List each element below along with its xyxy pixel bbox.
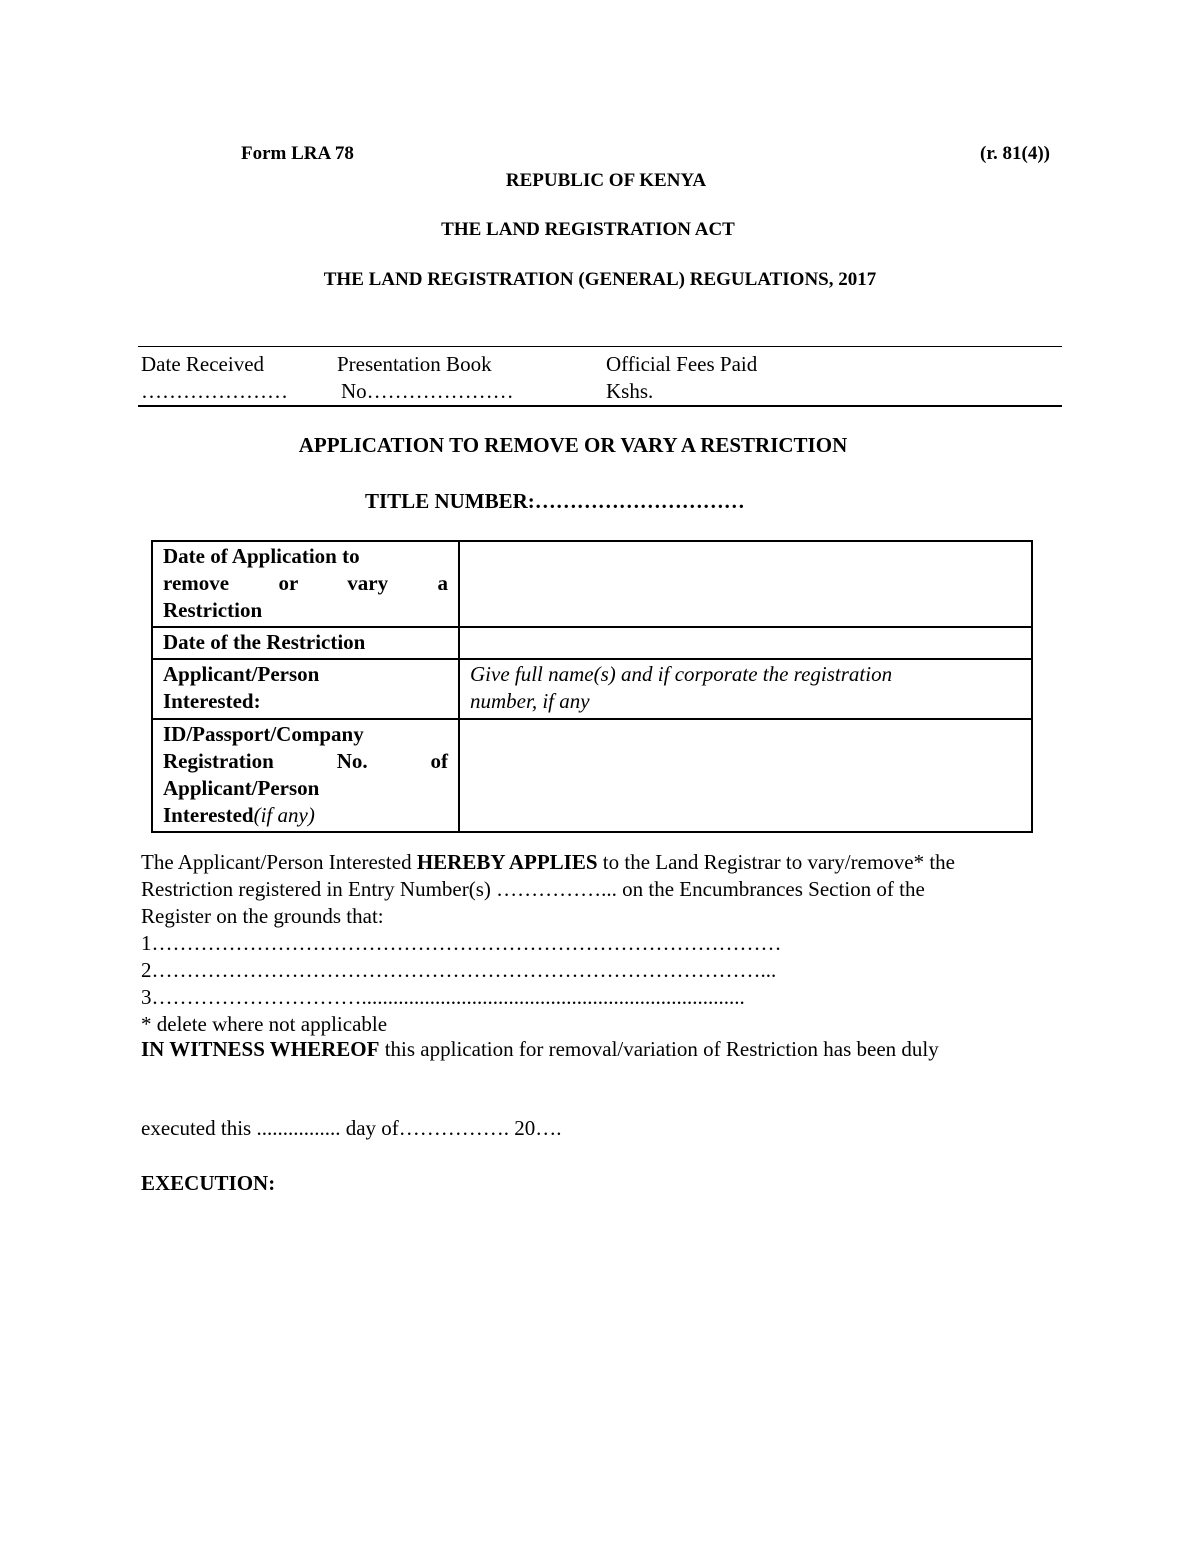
executed-line: executed this ................ day of……………. 20…. xyxy=(141,1116,562,1140)
label-line: ID/Passport/Company xyxy=(163,722,364,746)
official-fees-label: Official Fees Paid xyxy=(606,352,758,376)
statement-text: to the Land Registrar to vary/remove* the xyxy=(597,850,956,874)
official-fees-currency: Kshs. xyxy=(606,379,654,403)
id-passport-field[interactable] xyxy=(459,719,1032,832)
rule-reference: (r. 81(4)) xyxy=(980,143,1050,164)
applicant-field[interactable] xyxy=(459,659,1032,719)
applicant-hint: Give full name(s) and if corporate the registration xyxy=(470,662,893,686)
witness-text: this application for removal/variation of Restriction has been duly xyxy=(379,1037,939,1061)
application-title: APPLICATION TO REMOVE OR VARY A RESTRICTION xyxy=(298,433,848,457)
witness-whereof-text: IN WITNESS WHEREOF xyxy=(141,1037,380,1061)
label-line: Interested: xyxy=(163,689,261,713)
date-received-dots: ………………… xyxy=(141,379,288,403)
presentation-book-label: Presentation Book xyxy=(337,352,492,376)
label-line: Date of Application to xyxy=(163,544,360,568)
label-line: Date of the Restriction xyxy=(163,630,366,654)
ground-line-3: 3…………………………......................................................................... xyxy=(141,985,745,1009)
table-row xyxy=(152,659,1032,719)
application-statement-line2: Restriction registered in Entry Number(s) ……………... on the Encumbrances Section of the xyxy=(141,877,925,901)
presentation-top-rule xyxy=(138,346,1062,347)
applicant-hint: number, if any xyxy=(470,689,590,713)
table-row xyxy=(152,627,1032,659)
application-details-table xyxy=(151,540,1033,833)
statement-text: The Applicant/Person Interested xyxy=(141,850,417,874)
footnote-delete: * delete where not applicable xyxy=(141,1012,388,1036)
label-line: Applicant/Person xyxy=(163,662,320,686)
date-received-label: Date Received xyxy=(141,352,265,376)
title-number: TITLE NUMBER:………………………… xyxy=(365,489,745,513)
table-row xyxy=(152,541,1032,627)
label-suffix: (if any) xyxy=(253,803,315,827)
date-of-application-label xyxy=(152,541,459,627)
republic-heading: REPUBLIC OF KENYA xyxy=(505,170,707,191)
execution-label: EXECUTION: xyxy=(141,1171,276,1195)
label-line: Restriction xyxy=(163,598,263,622)
ground-line-2: 2……………………………………………………………………………... xyxy=(141,958,777,982)
applicant-label xyxy=(152,659,459,719)
witness-statement xyxy=(141,1036,939,1063)
label-line: remove or vary a xyxy=(163,571,448,595)
form-number: Form LRA 78 xyxy=(241,143,354,164)
label-line: Interested xyxy=(163,803,254,827)
act-heading: THE LAND REGISTRATION ACT xyxy=(441,219,735,240)
ground-line-1: 1……………………………………………………………………………… xyxy=(141,931,782,955)
hereby-applies-text: HEREBY APPLIES xyxy=(416,850,598,874)
label-line: Registration No. of xyxy=(163,749,448,773)
application-statement-line1 xyxy=(141,849,955,876)
date-of-restriction-label xyxy=(152,627,459,659)
id-passport-label xyxy=(152,719,459,832)
presentation-book-number: No………………… xyxy=(341,379,514,403)
presentation-bottom-rule xyxy=(138,405,1062,407)
regulations-heading: THE LAND REGISTRATION (GENERAL) REGULATIONS, 2017 xyxy=(323,269,877,290)
application-statement-line3: Register on the grounds that: xyxy=(141,904,384,928)
table-row xyxy=(152,719,1032,832)
date-of-application-field[interactable] xyxy=(459,541,1032,627)
label-line: Applicant/Person xyxy=(163,776,320,800)
date-of-restriction-field[interactable] xyxy=(459,627,1032,659)
